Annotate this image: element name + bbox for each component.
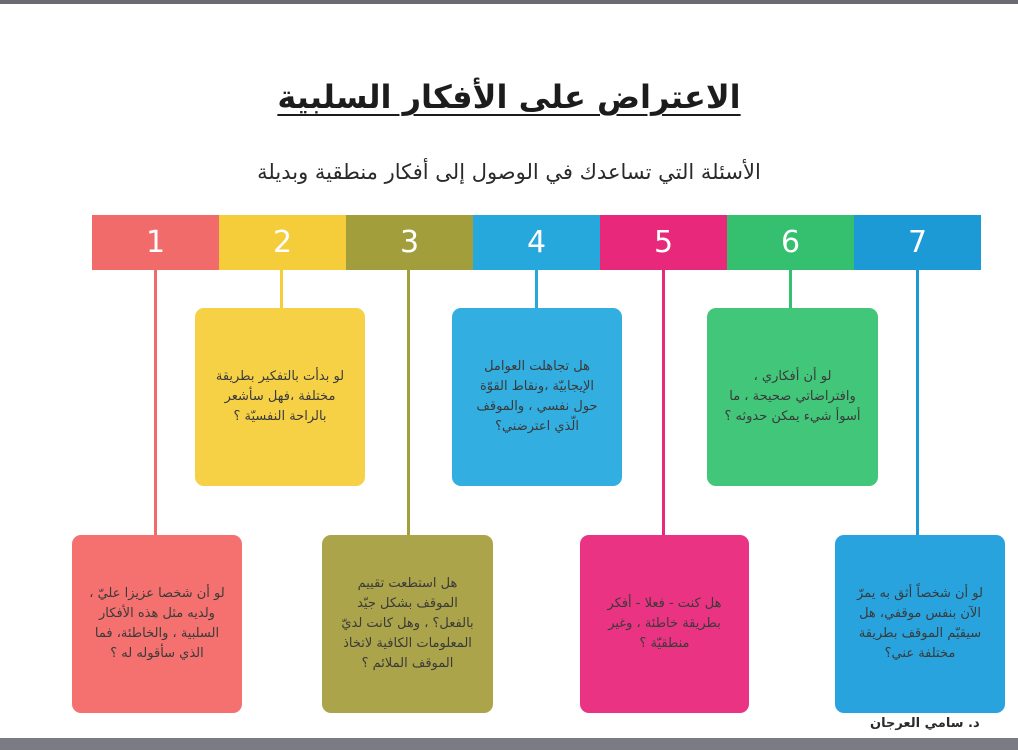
question-box-4: هل تجاهلت العوامل الإيجابيّة ،ونقاط القوّة حول نفسي ، والموقف الّذي اعترضني؟ [452, 308, 622, 486]
question-box-5: هل كنت - فعلا - أفكر بطريقة خاطئة ، وغير منطقيّة ؟ [580, 535, 749, 713]
step-number-5: 5 [600, 215, 727, 270]
step-number-3: 3 [346, 215, 473, 270]
connector-line-1 [154, 270, 157, 535]
step-number-1: 1 [92, 215, 219, 270]
step-number-2: 2 [219, 215, 346, 270]
question-box-2: لو بدأت بالتفكير بطريقة مختلفة ،فهل سأشعر بالراحة النفسيّة ؟ [195, 308, 365, 486]
question-box-6: لو أن أفكاري ، وافتراضاتي صحيحة ، ما أسوأ شيء يمكن حدوثه ؟ [707, 308, 878, 486]
step-number-6: 6 [727, 215, 854, 270]
connector-line-3 [407, 270, 410, 535]
bottom-border [0, 738, 1018, 750]
question-box-3: هل استطعت تقييم الموقف بشكل جيّد بالفعل؟ ، وهل كانت لديّ المعلومات الكافية لاتخاذ الموقف الملائم ؟ [322, 535, 493, 713]
question-box-7: لو أن شخصاً أثق به يمرّ الآن بنفس موقفي، هل سيقيّم الموقف بطريقة مختلفة عني؟ [835, 535, 1005, 713]
connector-line-4 [535, 270, 538, 310]
page-subtitle: الأسئلة التي تساعدك في الوصول إلى أفكار منطقية وبديلة [257, 160, 761, 184]
top-border [0, 0, 1018, 4]
author-signature: د. سامي العرجان [870, 716, 980, 731]
question-box-1: لو أن شخصا عزيزا عليّ ، ولديه مثل هذه الأفكار السلبية ، والخاطئة، فما الذي سأقوله له ؟ [72, 535, 242, 713]
step-number-4: 4 [473, 215, 600, 270]
connector-line-6 [789, 270, 792, 310]
connector-line-7 [916, 270, 919, 535]
connector-line-5 [662, 270, 665, 535]
connector-line-2 [280, 270, 283, 310]
page-title: الاعتراض على الأفكار السلبية [277, 78, 741, 116]
step-number-7: 7 [854, 215, 981, 270]
